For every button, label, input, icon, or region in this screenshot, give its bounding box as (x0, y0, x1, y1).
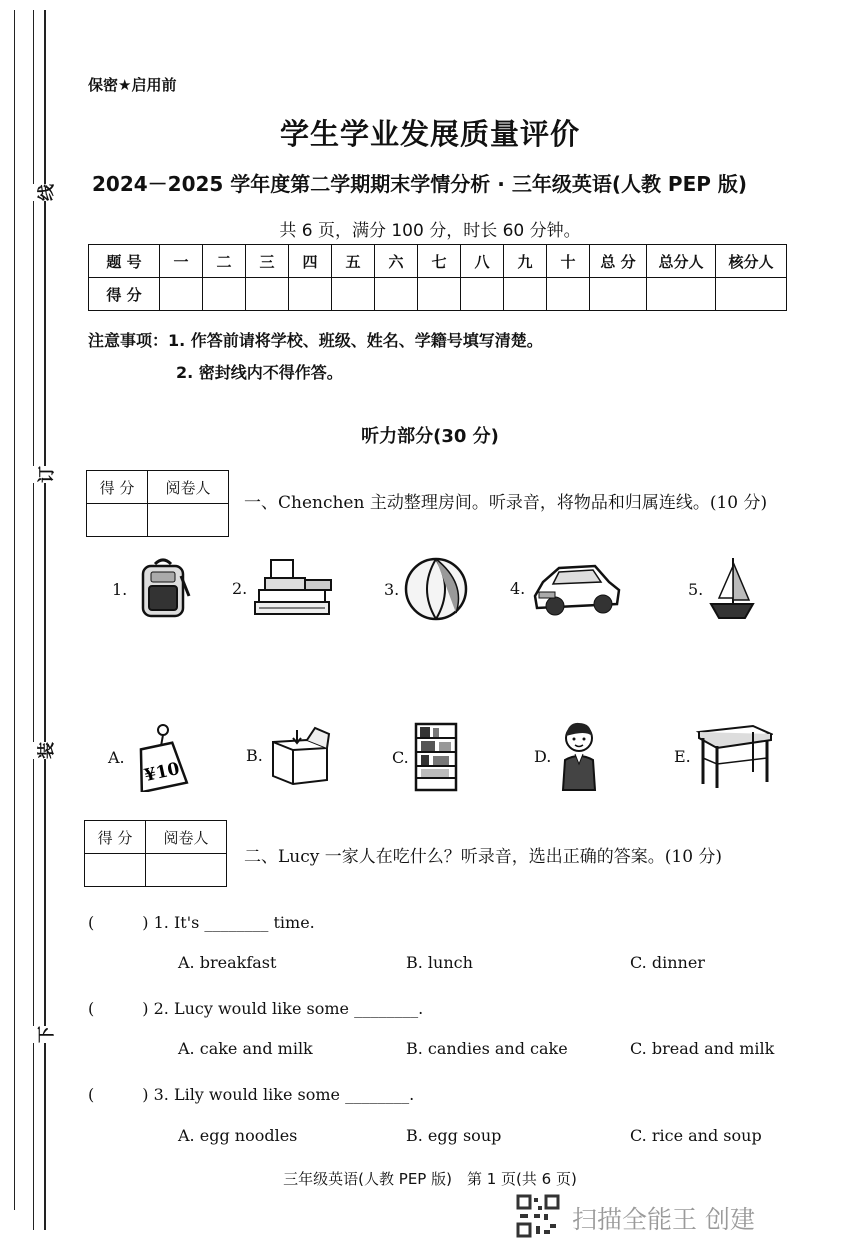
score-cell: 一 (160, 245, 203, 278)
item-3-number: 3. (384, 579, 400, 599)
confidential-label: 保密★启用前 (88, 76, 177, 94)
boat-icon (707, 556, 757, 622)
option-1b[interactable]: B. lunch (406, 953, 473, 972)
grader-reviewer-input[interactable] (146, 854, 227, 887)
part1-title: 一、Chenchen 主动整理房间。听录音，将物品和归属连线。(10 分) (244, 493, 768, 513)
item-2-number: 2. (232, 578, 248, 598)
question-2 (88, 996, 423, 1019)
question-3 (88, 1082, 414, 1105)
score-cell: 八 (461, 245, 504, 278)
grader-reviewer-input[interactable] (148, 504, 229, 537)
option-2c[interactable]: C. bread and milk (630, 1039, 775, 1058)
item-E-letter: E. (674, 746, 691, 766)
option-3b[interactable]: B. egg soup (406, 1126, 502, 1145)
grader-reviewer-label: 阅卷人 (148, 471, 229, 504)
price-tag-icon (129, 722, 189, 792)
question-stem: 3. Lily would like some ________. (153, 1085, 415, 1104)
side-label-ding: 订 (30, 466, 59, 483)
exam-subtitle: 2024－2025 学年度第二学期期末学情分析 · 三年级英语(人教 PEP 版) (92, 172, 747, 196)
page-footer: 三年级英语(人教 PEP 版) 第 1 页(共 6 页) (283, 1170, 577, 1188)
side-label-xian: 线 (30, 184, 59, 201)
item-1[interactable] (112, 556, 195, 622)
option-2a[interactable]: A. cake and milk (178, 1039, 313, 1058)
price-tag-text: ¥10 (142, 759, 182, 786)
item-B-letter: B. (246, 745, 263, 765)
question-stem: 1. It's ________ time. (153, 913, 315, 932)
item-4[interactable] (510, 556, 623, 620)
notes-line-2: 2. 密封线内不得作答。 (176, 363, 343, 382)
score-input-cell[interactable] (547, 278, 590, 311)
grader-score-label: 得 分 (85, 821, 146, 854)
option-1a[interactable]: A. breakfast (178, 953, 277, 972)
grader-score-label: 得 分 (87, 471, 148, 504)
question-1 (88, 910, 315, 933)
car-icon (529, 556, 623, 620)
answer-paren[interactable]: ( ) (88, 913, 149, 932)
answer-paren[interactable]: ( ) (88, 999, 149, 1018)
box-icon (267, 722, 333, 788)
item-5-number: 5. (688, 579, 704, 599)
score-cell: 三 (246, 245, 289, 278)
grader-score-input[interactable] (87, 504, 148, 537)
item-B[interactable] (246, 722, 333, 788)
desk-icon (695, 722, 773, 790)
score-input-cell[interactable] (590, 278, 647, 311)
score-input-cell[interactable] (647, 278, 716, 311)
item-D[interactable] (534, 720, 603, 792)
question-stem: 2. Lucy would like some ________. (153, 999, 424, 1018)
score-input-cell[interactable] (289, 278, 332, 311)
score-input-cell[interactable] (160, 278, 203, 311)
backpack-icon (131, 556, 195, 622)
page-title: 学生学业发展质量评价 (279, 117, 580, 151)
qr-code-icon (516, 1194, 560, 1238)
grader-box-part2 (84, 820, 227, 887)
item-D-letter: D. (534, 746, 552, 766)
grader-box-part1 (86, 470, 229, 537)
score-cell: 四 (289, 245, 332, 278)
option-3c[interactable]: C. rice and soup (630, 1126, 762, 1145)
item-1-number: 1. (112, 579, 128, 599)
option-2b[interactable]: B. candies and cake (406, 1039, 568, 1058)
score-input-cell[interactable] (246, 278, 289, 311)
ball-icon (403, 556, 469, 622)
item-E[interactable] (674, 722, 773, 790)
item-C[interactable] (392, 722, 459, 792)
option-3a[interactable]: A. egg noodles (178, 1126, 298, 1145)
grader-score-input[interactable] (85, 854, 146, 887)
pages-info: 共 6 页，满分 100 分，时长 60 分钟。 (279, 221, 581, 241)
boy-icon (555, 720, 603, 792)
score-cell: 七 (418, 245, 461, 278)
side-label-zhuang: 装 (30, 742, 59, 759)
notes-line-1: 注意事项：1. 作答前请将学校、班级、姓名、学籍号填写清楚。 (88, 331, 543, 350)
score-input-cell[interactable] (332, 278, 375, 311)
score-cell: 题 号 (89, 245, 160, 278)
score-cell: 二 (203, 245, 246, 278)
answer-paren[interactable]: ( ) (88, 1085, 149, 1104)
item-C-letter: C. (392, 747, 409, 767)
grader-reviewer-label: 阅卷人 (146, 821, 227, 854)
score-cell: 总 分 (590, 245, 647, 278)
score-input-cell[interactable] (716, 278, 787, 311)
score-cell: 核分人 (716, 245, 787, 278)
score-cell: 六 (375, 245, 418, 278)
score-cell: 得 分 (89, 278, 160, 311)
option-1c[interactable]: C. dinner (630, 953, 705, 972)
watermark-text: 扫描全能王 创建 (572, 1205, 755, 1234)
score-table (88, 244, 787, 311)
score-cell: 五 (332, 245, 375, 278)
side-label-xia: 下 (30, 1026, 59, 1043)
score-input-cell[interactable] (461, 278, 504, 311)
score-table-header-row (89, 245, 787, 278)
score-cell: 十 (547, 245, 590, 278)
books-icon (251, 556, 337, 620)
item-4-number: 4. (510, 578, 526, 598)
item-2[interactable] (232, 556, 337, 620)
score-cell: 总分人 (647, 245, 716, 278)
bookshelf-icon (413, 722, 459, 792)
item-5[interactable] (688, 556, 757, 622)
score-input-cell[interactable] (504, 278, 547, 311)
score-table-input-row (89, 278, 787, 311)
part2-title: 二、Lucy 一家人在吃什么？听录音，选出正确的答案。(10 分) (244, 847, 723, 867)
item-A-letter: A. (108, 747, 125, 767)
score-input-cell[interactable] (375, 278, 418, 311)
score-input-cell[interactable] (203, 278, 246, 311)
score-input-cell[interactable] (418, 278, 461, 311)
item-3[interactable] (384, 556, 469, 622)
score-cell: 九 (504, 245, 547, 278)
binding-line-outer (14, 10, 15, 1210)
item-A[interactable] (108, 722, 189, 792)
listening-section-heading: 听力部分(30 分) (361, 426, 499, 447)
